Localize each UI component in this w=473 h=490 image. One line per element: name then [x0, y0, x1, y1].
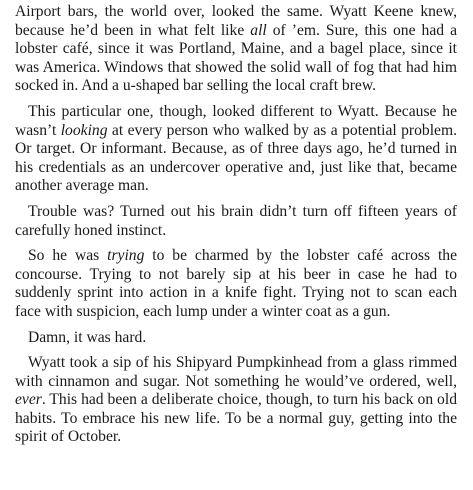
text-segment: Airport bars, the world over, looked the same. Wyatt Keene knew, because he’d been in what felt like [15, 3, 457, 39]
emphasis-text: trying [107, 247, 145, 265]
paragraph-5 [15, 329, 457, 348]
text-segment: Damn, it was hard. [28, 328, 147, 346]
text-segment: . This had been a deliberate choice, though, to turn his back on old habits. To embrace his new life. To be a normal guy, getting into the spirit of October. [15, 391, 457, 446]
paragraph-3 [15, 203, 457, 240]
text-segment: This particular one, though, looked different to Wyatt. Because he wasn’t [15, 102, 457, 139]
text-segment: Trouble was? Turned out his brain didn’t turn off fifteen years of carefully honed instinct. [15, 202, 457, 239]
emphasis-text: looking [60, 121, 108, 139]
text-segment: of ’em. Sure, this one had a lobster café, since it was Portland, Maine, and a bagel place, since it was America. Windows that showed the solid wall of fog that had him socked in. And a u-shaped bar selling the local craft brew. [15, 21, 457, 95]
paragraph-6 [15, 354, 457, 447]
emphasis-text: all [250, 21, 267, 39]
paragraph-1 [15, 3, 457, 96]
text-segment: Wyatt took a sip of his Shipyard Pumpkinhead from a glass rimmed with cinnamon and sugar. Not something he would’ve ordered, well, [15, 354, 457, 390]
text-segment: So he was [28, 247, 108, 265]
text-segment: at every person who walked by as a potential problem. Or target. Or informant. Because, as of three days ago, he’d turned in his credentials as an undercover operative and, just like that, became another average man. [15, 121, 457, 195]
text-segment: to be charmed by the lobster café across the concourse. Trying to not barely sip at his beer in case he had to suddenly sprint into action in a knife fight. Trying not to scan each face with suspicion, each lump under a winter coat as a gun. [15, 247, 457, 320]
emphasis-text: ever [15, 391, 42, 409]
paragraph-2 [15, 103, 457, 196]
paragraph-4 [15, 247, 457, 321]
